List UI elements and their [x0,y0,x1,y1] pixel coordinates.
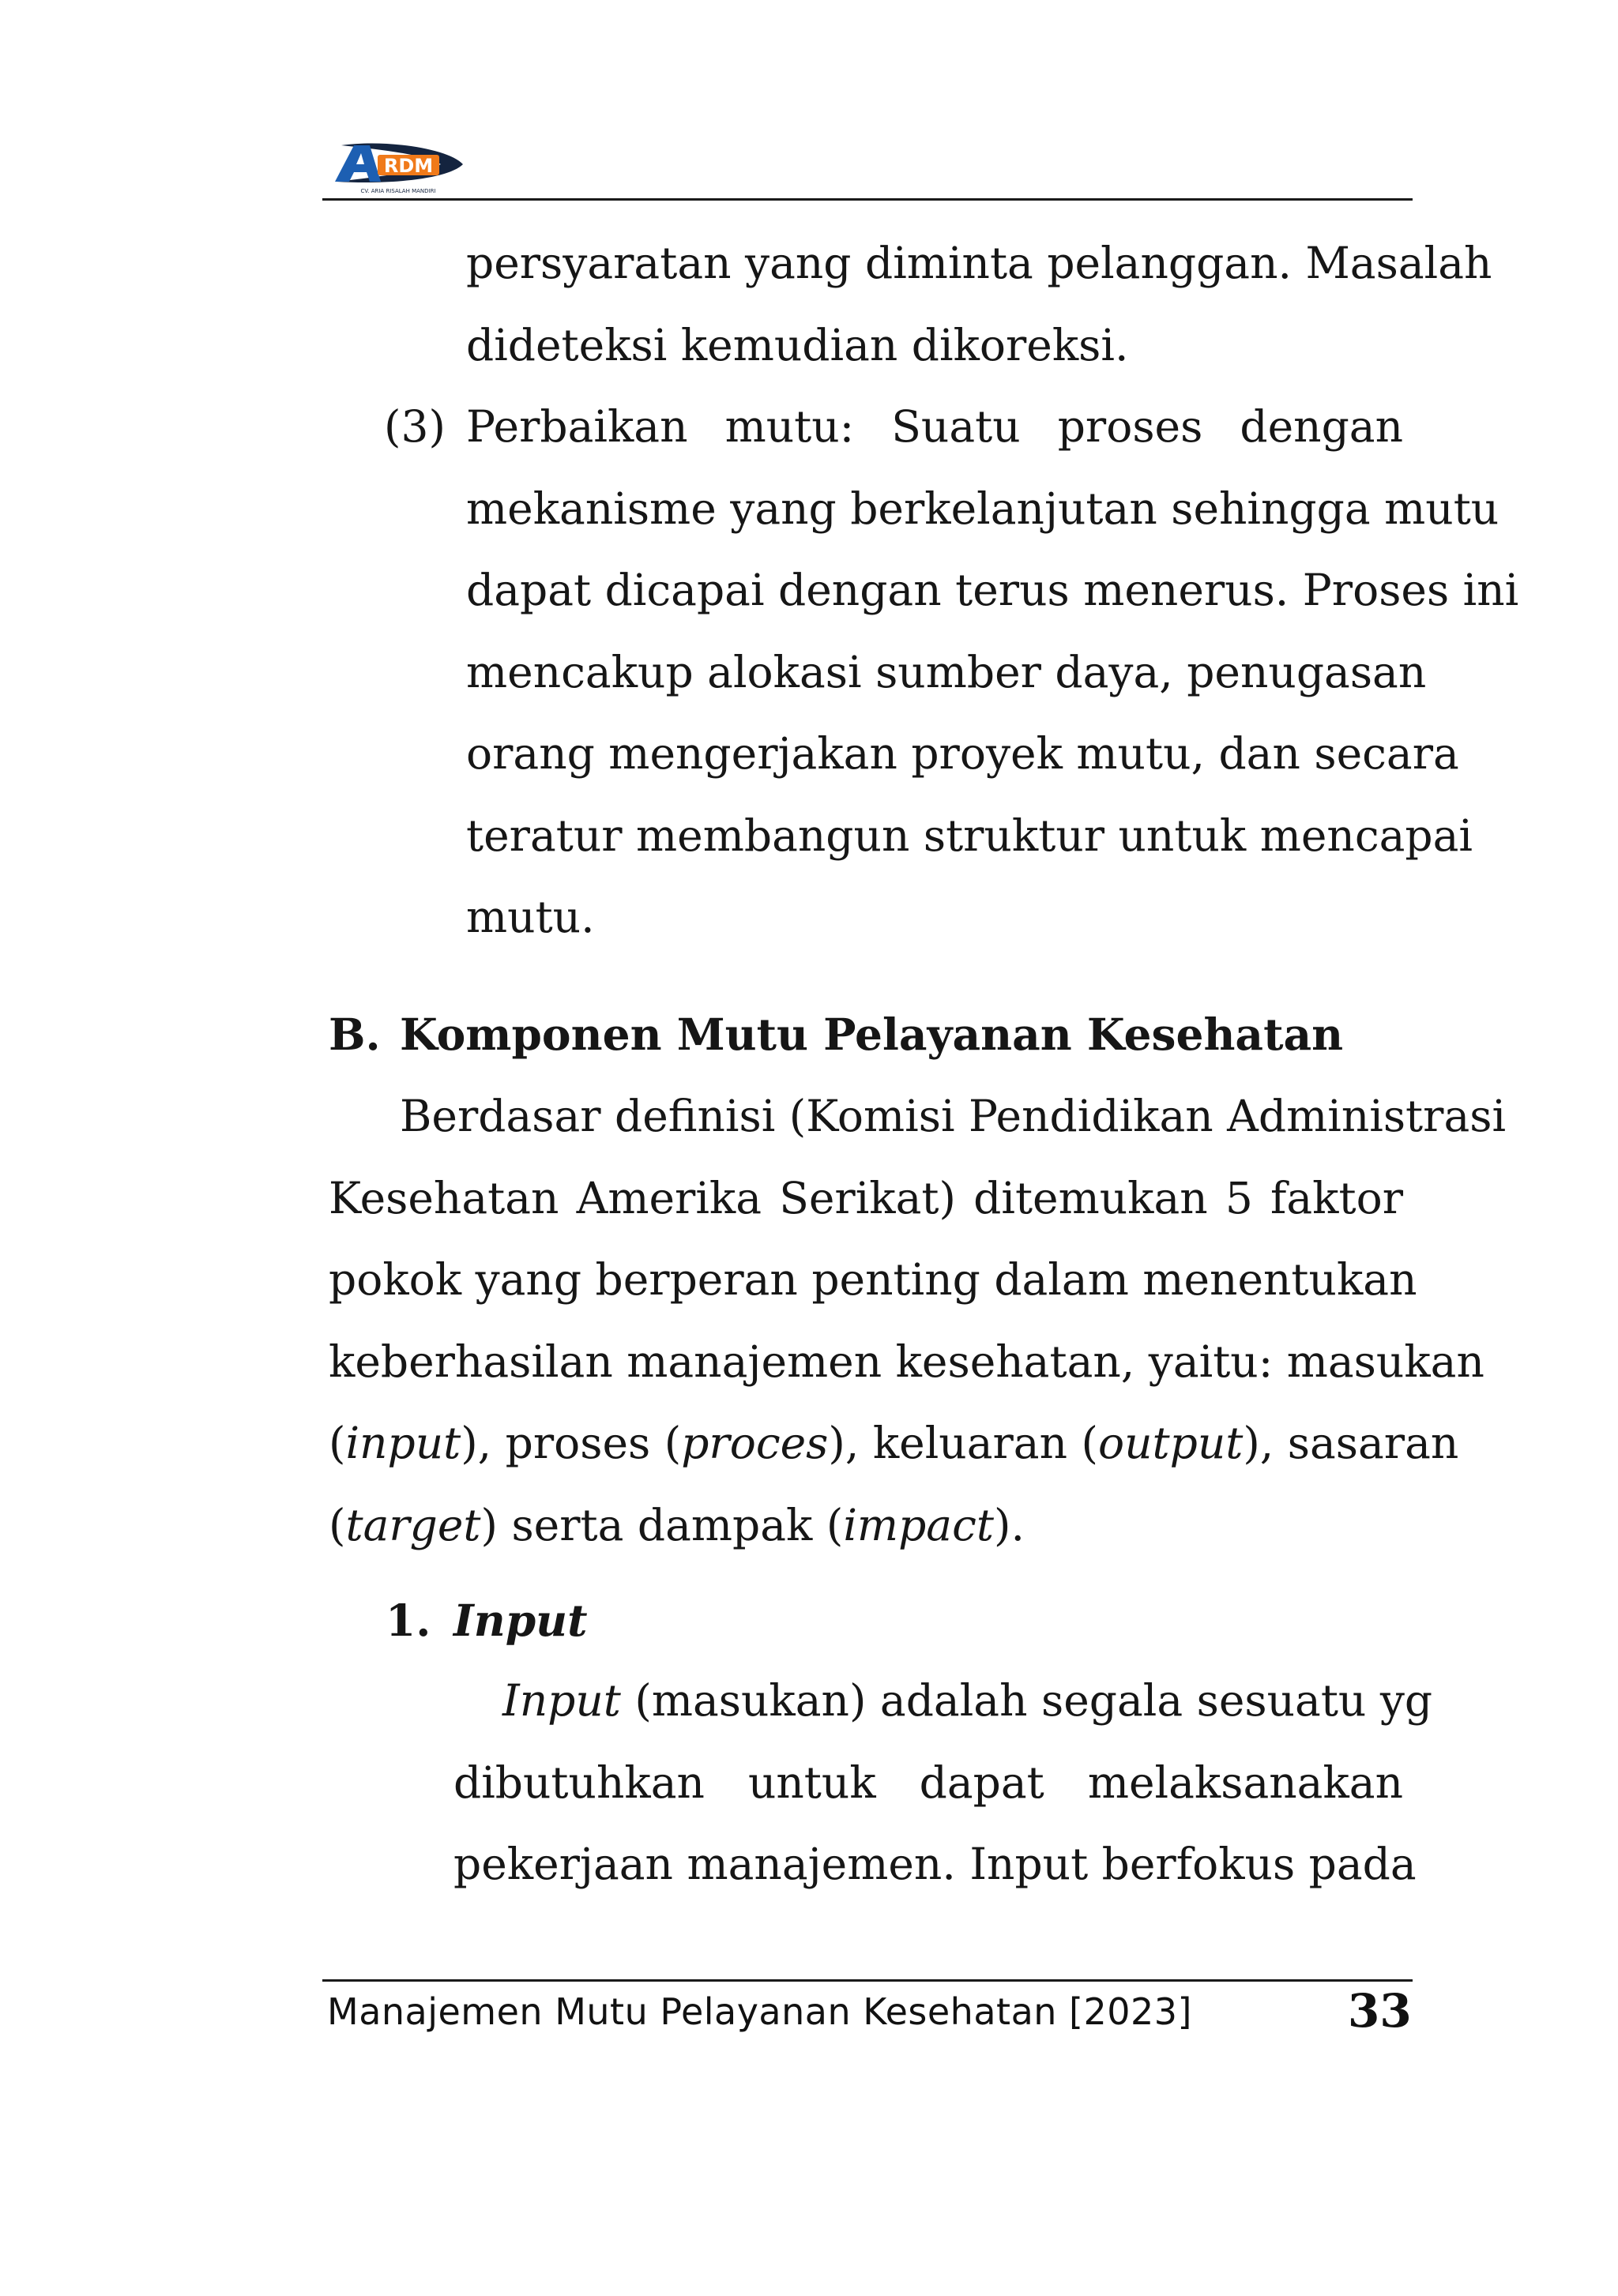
text-line: dapat dicapai dengan terus menerus. Proses ini [466,565,1519,615]
subsection-heading [386,1580,588,1662]
footer-book-title: Manajemen Mutu Pelayanan Kesehatan [2023] [327,1990,1192,2033]
italic-term: Input [502,1675,621,1726]
text-line: pekerjaan manajemen. Input berfokus pada [453,1839,1417,1889]
subsection-title: Input [453,1595,588,1646]
text-line: pokok yang berperan penting dalam menentukan [329,1254,1417,1305]
italic-term: impact [843,1499,994,1550]
list-marker-3: (3) [384,401,446,452]
text-line: teratur membangun struktur untuk mencapai [466,810,1473,861]
text-run: ), keluaran ( [828,1418,1098,1468]
text-line: orang mengerjakan proyek mutu, dan secara [466,728,1459,779]
italic-term: proces [681,1418,829,1468]
list-item-3 [466,386,1519,959]
text-run: ), sasaran [1243,1418,1459,1468]
text-line: Berdasar definisi (Komisi Pendidikan Administrasi [400,1091,1507,1141]
text-line: Kesehatan Amerika Serikat) ditemukan 5 faktor [329,1172,1403,1223]
subsection-paragraph [453,1660,1433,1906]
section-label: B. [329,1009,381,1060]
logo-wordmark: RDM [383,155,434,177]
text-line: mutu. [466,892,595,942]
text-run: ), proses ( [461,1418,682,1468]
section-heading [329,994,1343,1076]
text-line [453,1660,1433,1742]
text-run: ( [329,1418,346,1468]
text-run: (masukan) adalah segala sesuatu yg [620,1675,1433,1726]
text-run: ) serta dampak ( [480,1499,844,1550]
text-line: dideteksi kemudian dikoreksi. [466,319,1129,370]
text-run: ). [993,1499,1025,1550]
publisher-logo [330,141,468,196]
italic-term: input [345,1418,461,1468]
italic-term: output [1097,1418,1244,1468]
section-title: Komponen Mutu Pelayanan Kesehatan [400,1009,1344,1060]
italic-term: target [345,1499,481,1550]
text-line: dibutuhkan untuk dapat melaksanakan [453,1757,1403,1808]
footer-rule [322,1979,1413,1982]
text-line: keberhasilan manajemen kesehatan, yaitu: masukan [329,1336,1484,1387]
text-line: mencakup alokasi sumber daya, penugasan [466,646,1427,697]
subsection-number: 1. [386,1595,431,1646]
text-line: Perbaikan mutu: Suatu proses dengan [466,401,1403,452]
section-paragraph [329,1076,1507,1566]
logo-monogram: A [358,174,359,175]
text-line [329,1485,1403,1567]
text-line: mekanisme yang berkelanjutan sehingga mutu [466,483,1499,534]
text-run: ( [329,1499,346,1550]
page-number: 33 [1348,1984,1412,2038]
logo-subtitle: CV. ARIA RISALAH MANDIRI [360,188,436,194]
header-rule [322,198,1413,201]
continued-paragraph [466,223,1492,386]
text-line [329,1403,1459,1485]
text-line: persyaratan yang diminta pelanggan. Masalah [466,238,1492,288]
